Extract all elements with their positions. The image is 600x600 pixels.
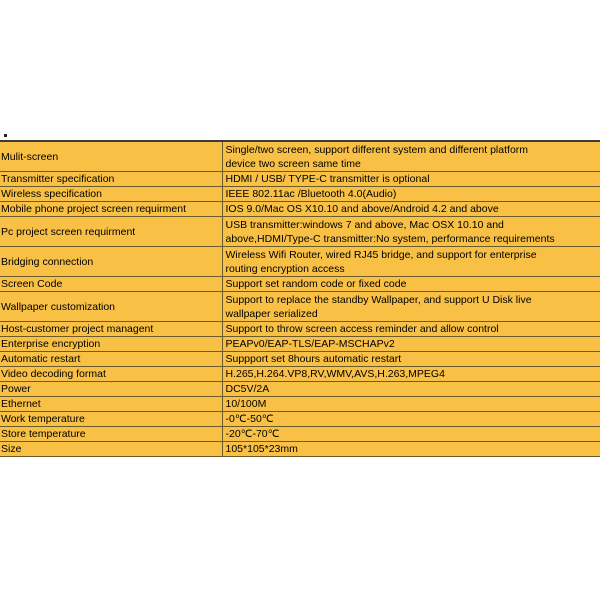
- spec-table: [0, 140, 600, 457]
- spec-value: -0℃-50℃: [222, 412, 600, 427]
- spec-value: -20℃-70℃: [222, 427, 600, 442]
- spec-value: H.265,H.264.VP8,RV,WMV,AVS,H.263,MPEG4: [222, 367, 600, 382]
- spec-label: Ethernet: [0, 397, 222, 412]
- spec-label: Video decoding format: [0, 367, 222, 382]
- spec-value: 105*105*23mm: [222, 442, 600, 457]
- spec-label: Power: [0, 382, 222, 397]
- table-row: [0, 292, 600, 322]
- spec-value: Single/two screen, support different system and different platform device two screen same time: [222, 141, 600, 172]
- table-row: [0, 442, 600, 457]
- table-row: [0, 337, 600, 352]
- table-row: [0, 382, 600, 397]
- spec-label: Size: [0, 442, 222, 457]
- spec-value: Support to throw screen access reminder and allow control: [222, 322, 600, 337]
- spec-value: Support set random code or fixed code: [222, 277, 600, 292]
- spec-value: USB transmitter:windows 7 and above, Mac OSX 10.10 and above,HDMI/Type-C transmitter:No system, performance requirements: [222, 217, 600, 247]
- table-row: [0, 412, 600, 427]
- spec-label: Bridging connection: [0, 247, 222, 277]
- table-row: [0, 217, 600, 247]
- table-row: [0, 352, 600, 367]
- spec-label: Screen Code: [0, 277, 222, 292]
- spec-value: IOS 9.0/Mac OS X10.10 and above/Android 4.2 and above: [222, 202, 600, 217]
- spec-value: Wireless Wifi Router, wired RJ45 bridge, and support for enterprise routing encryption access: [222, 247, 600, 277]
- spec-label: Host-customer project managent: [0, 322, 222, 337]
- table-row: [0, 247, 600, 277]
- spec-value: Suppport set 8hours automatic restart: [222, 352, 600, 367]
- spec-label: Work temperature: [0, 412, 222, 427]
- table-row: [0, 367, 600, 382]
- table-row: [0, 427, 600, 442]
- table-row: [0, 187, 600, 202]
- table-row: [0, 322, 600, 337]
- spec-label: Automatic restart: [0, 352, 222, 367]
- spec-value: DC5V/2A: [222, 382, 600, 397]
- table-row: [0, 397, 600, 412]
- spec-value: PEAPv0/EAP-TLS/EAP-MSCHAPv2: [222, 337, 600, 352]
- spec-label: Store temperature: [0, 427, 222, 442]
- table-row: [0, 172, 600, 187]
- table-row: [0, 141, 600, 172]
- spec-value: Support to replace the standby Wallpaper, and support U Disk live wallpaper serialized: [222, 292, 600, 322]
- spec-label: Pc project screen requirment: [0, 217, 222, 247]
- spec-label: Transmitter specification: [0, 172, 222, 187]
- spec-label: Mulit-screen: [0, 141, 222, 172]
- table-row: [0, 277, 600, 292]
- corner-mark: [4, 134, 7, 137]
- spec-label: Wallpaper customization: [0, 292, 222, 322]
- spec-value: IEEE 802.11ac /Bluetooth 4.0(Audio): [222, 187, 600, 202]
- spec-table-body: [0, 141, 600, 457]
- spec-value: HDMI / USB/ TYPE-C transmitter is optional: [222, 172, 600, 187]
- spec-label: Wireless specification: [0, 187, 222, 202]
- spec-label: Mobile phone project screen requirment: [0, 202, 222, 217]
- spec-value: 10/100M: [222, 397, 600, 412]
- spec-label: Enterprise encryption: [0, 337, 222, 352]
- table-row: [0, 202, 600, 217]
